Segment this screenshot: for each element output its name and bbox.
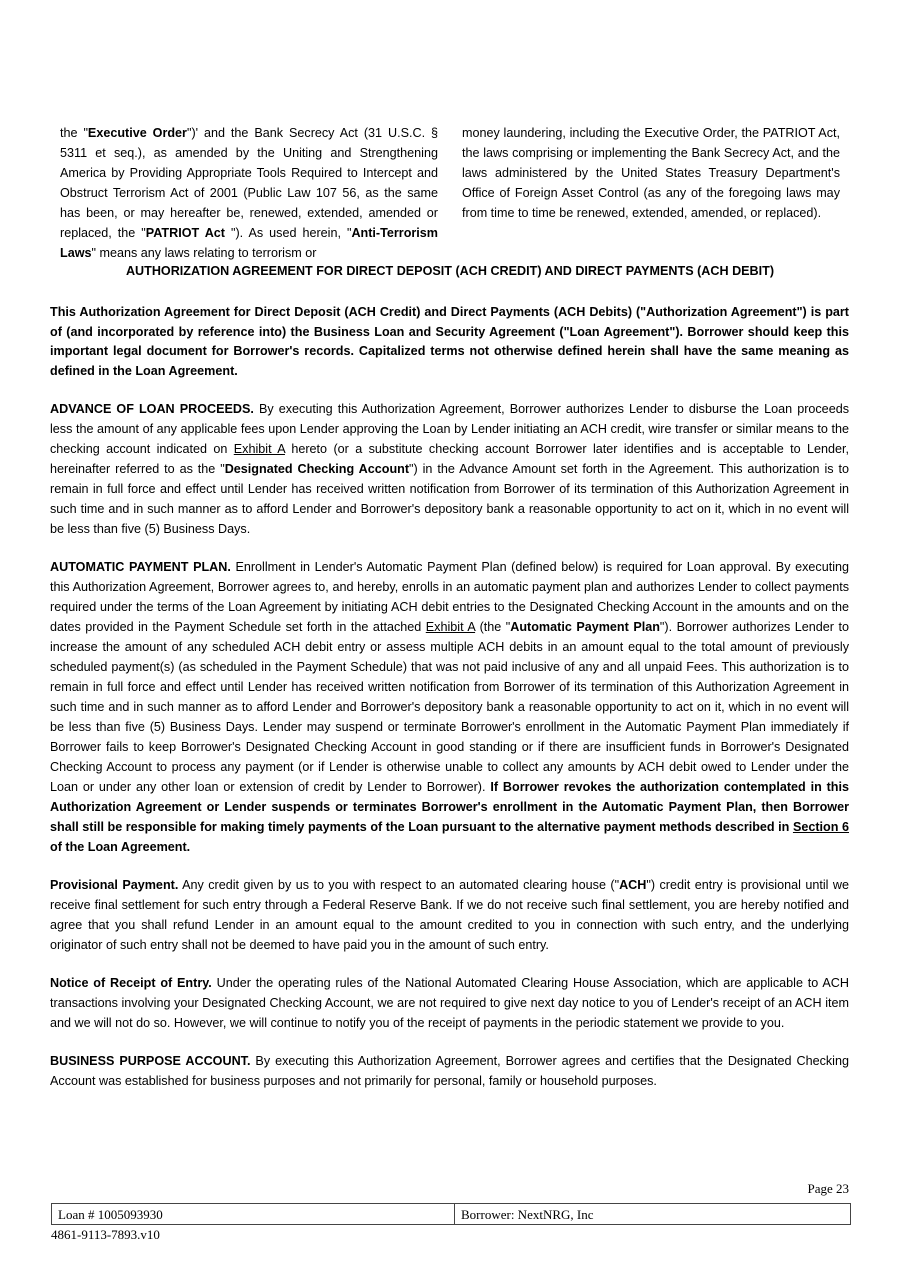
advance-paragraph bbox=[50, 399, 849, 539]
footer-table bbox=[51, 1203, 851, 1225]
two-column-section bbox=[60, 123, 840, 263]
page-number: Page 23 bbox=[807, 1181, 849, 1196]
text-span: "). Borrower authorizes Lender to increase the amount of any scheduled ACH debit entry or assess multiple ACH debits in an amount equal to the total amount of previously scheduled payment(s) (as scheduled in the Payment Schedule) that was not paid inclusive of any and all unpaid Fees. This authorization is to remain in full force and effect until Lender has received written notification from Borrower of its termination of this Authorization Agreement in such time and in such manner as to afford Lender and Borrower's depository bank a reasonable opportunity to act on it, which in no event will be less than five (5) Business Days. Lender may suspend or terminate Borrower's enrollment in the Automatic Payment Plan immediately if Borrower fails to keep Borrower's Designated Checking Account in good standing or if there are insufficient funds in Borrower's Designated Checking Account to process any payment (or if Lender is otherwise unable to collect any amounts by ACH debit owed to Lender under the Loan or under any other loan or extension of credit by Lender to Borrower). bbox=[50, 620, 849, 794]
text-span: ")' and the Bank Secrecy Act (31 U.S.C. § 5311 et seq.), as amended by the Uniting and Strengthening America by Providing Appropriate Tools Required to Intercept and Obstruct Terrorism Act of 2001 (Public Law 107 56, as the same has been, or may hereafter be, renewed, extended, amended or replaced, the " bbox=[60, 126, 439, 240]
automatic-payment-paragraph bbox=[50, 557, 849, 857]
left-column-text bbox=[60, 123, 438, 263]
borrower-name: Borrower: NextNRG, Inc bbox=[461, 1207, 594, 1222]
automatic-payment-plan-term: Automatic Payment Plan bbox=[510, 620, 660, 634]
intro-paragraph: This Authorization Agreement for Direct Deposit (ACH Credit) and Direct Payments (ACH Debits) ("Authorization Agreement") is part of (and incorporated by reference into) the Business Loan and Security Agreement ("Loan Agreement"). Borrower should keep this important legal document for Borrower's records. Capitalized terms not otherwise defined herein shall have the same meaning as defined in the Loan Agreement. bbox=[50, 305, 849, 378]
bold-clause: If Borrower revokes the authorization contemplated in this Authorization Agreement or Lender suspends or terminates Borrower's enrollment in the Automatic Payment Plan, then Borrower shall still be responsible for making timely payments of the Loan pursuant to the alternative payment methods described in bbox=[50, 780, 849, 834]
text-span: ") in the Advance Amount set forth in the Agreement. This authorization is to remain in full force and effect until Lender has received written notification from Borrower of its termination of this Authorization Agreement in such time and in such manner as to afford Lender and Borrower's depository bank a reasonable opportunity to act on it, which in no event will be less than five (5) Business Days. bbox=[50, 462, 849, 536]
designated-checking-account-term: Designated Checking Account bbox=[224, 462, 410, 476]
text-span: the " bbox=[60, 126, 88, 140]
provisional-payment-paragraph bbox=[50, 875, 849, 955]
text-span: "). As used herein, " bbox=[225, 226, 352, 240]
notice-paragraph bbox=[50, 973, 849, 1033]
right-column bbox=[462, 123, 840, 263]
section-heading: ADVANCE OF LOAN PROCEEDS. bbox=[50, 402, 254, 416]
agreement-title: AUTHORIZATION AGREEMENT FOR DIRECT DEPOSIT (ACH CREDIT) AND DIRECT PAYMENTS (ACH DEBIT) bbox=[125, 264, 775, 278]
section-heading: Notice of Receipt of Entry. bbox=[50, 976, 212, 990]
section-heading: BUSINESS PURPOSE ACCOUNT. bbox=[50, 1054, 251, 1068]
section-6-link[interactable]: Section 6 bbox=[792, 820, 849, 834]
anti-terrorism-laws-term: Anti-Terrorism Laws bbox=[60, 226, 438, 260]
text-span: ") credit entry is provisional until we receive final settlement for such entry through a Federal Reserve Bank. If we do not receive such final settlement, you are hereby notified and agree that you shall refund Lender in an amount equal to the amount credited to you in connection with such entry, and the underlying originator of such entry shall not be deemed to have paid you in the amount of such entry. bbox=[50, 878, 849, 952]
bold-clause-end: of the Loan Agreement. bbox=[50, 840, 191, 854]
ach-term: ACH bbox=[619, 878, 647, 892]
exhibit-a-link[interactable]: Exhibit A bbox=[425, 620, 476, 634]
executive-order-term: Executive Order bbox=[87, 126, 187, 140]
patriot-act-term: PATRIOT Act bbox=[145, 226, 226, 240]
text-span: Under the operating rules of the National Automated Clearing House Association, which are applicable to ACH transactions involving your Designated Checking Account, we are not required to give next day notice to you of Lender's receipt of an ACH item and we will not do so. However, we will continue to notify you of the receipt of payments in the periodic statement we provide to you. bbox=[50, 976, 849, 1030]
left-column bbox=[60, 123, 438, 263]
text-span: Any credit given by us to you with respect to an automated clearing house (" bbox=[178, 878, 620, 892]
section-heading: AUTOMATIC PAYMENT PLAN. bbox=[50, 560, 231, 574]
text-span: Enrollment in Lender's Automatic Payment Plan (defined below) is required for Loan approval. By executing this Authorization Agreement, Borrower agrees to, and hereby, enrolls in an automatic payment plan and authorizes Lender to collect payments required under the terms of the Loan Agreement by initiating ACH debit entries to the Designated Checking Account in the amounts and on the dates provided in the Payment Schedule set forth in the attached bbox=[50, 560, 850, 634]
text-span: " means any laws relating to terrorism or bbox=[91, 246, 317, 260]
agreement-body bbox=[50, 303, 849, 1091]
text-span: (the " bbox=[475, 620, 511, 634]
text-span: hereto (or a substitute checking account Borrower later identifies and is acceptable to Lender, hereinafter referred to as the " bbox=[50, 442, 849, 476]
text-span: By executing this Authorization Agreement, Borrower authorizes Lender to disburse the Loan proceeds less the amount of any applicable fees upon Lender approving the Loan by Lender initiating an ACH credit, wire transfer or similar means to the checking account indicated on bbox=[50, 402, 849, 456]
document-id: 4861-9113-7893.v10 bbox=[51, 1227, 160, 1242]
exhibit-a-link[interactable]: Exhibit A bbox=[233, 442, 285, 456]
text-span: By executing this Authorization Agreement, Borrower agrees and certifies that the Designated Checking Account was established for business purposes and not primarily for personal, family or household purposes. bbox=[50, 1054, 849, 1088]
loan-number: Loan # 1005093930 bbox=[52, 1204, 455, 1224]
section-heading: Provisional Payment. bbox=[50, 878, 179, 892]
right-column-text: money laundering, including the Executive Order, the PATRIOT Act, the laws comprising or implementing the Bank Secrecy Act, and the laws administered by the United States Treasury Department's Office of Foreign Asset Control (as any of the foregoing laws may from time to time be renewed, extended, amended, or replaced). bbox=[462, 126, 840, 220]
business-purpose-paragraph bbox=[50, 1051, 849, 1091]
